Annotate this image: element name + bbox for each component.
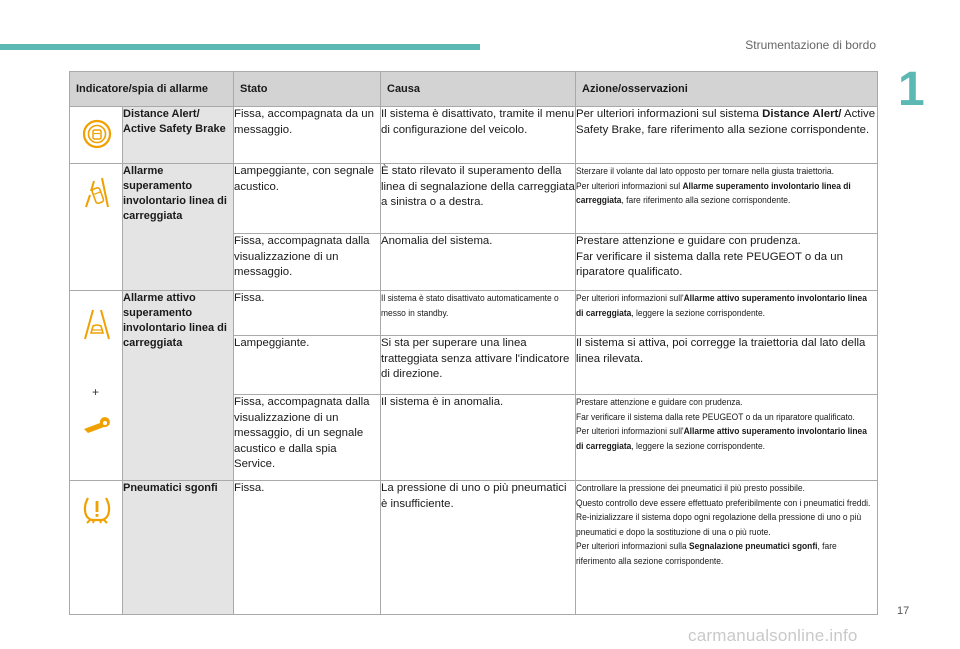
column-header-cause: Causa [381, 72, 576, 107]
distance-alert-icon [82, 119, 112, 149]
action-text: Sterzare il volante dal lato opposto per tornare nella giusta traiettoria. [576, 165, 834, 176]
page-number: 17 [897, 605, 910, 617]
cause-cell: Il sistema è in anomalia. [381, 395, 576, 481]
cause-cell: Si sta per superare una linea tratteggiata senza attivare l'indicatore di direzione. [381, 336, 576, 395]
action-cell: Il sistema si attiva, poi corregge la traiettoria dal lato della linea rilevata. [576, 336, 878, 395]
plus-sign: + [92, 385, 100, 399]
service-wrench-icon [82, 417, 112, 433]
column-header-state: Stato [234, 72, 381, 107]
indicator-label: Distance Alert/ Active Safety Brake [123, 107, 234, 164]
action-text: Per ulteriori informazioni sull' [576, 292, 684, 303]
state-cell: Fissa, accompagnata dalla visualizzazione di un messaggio, di un segnale acustico e dalla spia Service. [234, 395, 381, 481]
lane-keeping-assist-icon [82, 307, 112, 341]
action-text: , leggere la sezione corrispondente. [631, 439, 766, 451]
action-text: Re-inizializzare il sistema dopo ogni regolazione della pressione di uno o più pneumatici e dopo la sostituzione di una o più ruote. [576, 511, 862, 537]
state-cell: Lampeggiante. [234, 336, 381, 395]
action-cell [576, 164, 878, 234]
table-row [70, 481, 878, 615]
action-text: , fare riferimento alla sezione corrispondente. [576, 540, 837, 566]
cause-text: Il sistema è stato disattivato automaticamente o messo in standby. [381, 292, 559, 318]
header-accent-bar [0, 44, 480, 50]
action-text: Far verificare il sistema dalla rete PEUGEOT o da un riparatore qualificato. [576, 250, 843, 278]
indicator-label: Allarme attivo superamento involontario linea di carreggiata [123, 291, 234, 481]
table-row [70, 107, 878, 164]
action-cell [576, 481, 878, 615]
state-cell: Fissa. [234, 481, 381, 615]
action-text: Active Safety Brake, fare riferimento alla sezione corrispondente. [576, 108, 876, 136]
column-header-action: Azione/osservazioni [576, 72, 878, 107]
table-row [70, 291, 878, 336]
icon-cell [70, 107, 123, 164]
icon-cell [70, 164, 123, 291]
indicator-label: Pneumatici sgonfi [123, 481, 234, 615]
action-bold-text: Allarme superamento involontario linea di carreggiata [576, 179, 851, 206]
watermark: carmanualsonline.info [688, 626, 858, 645]
action-cell [576, 291, 878, 336]
action-text: Prestare attenzione e guidare con prudenza. [576, 396, 743, 407]
section-title: Strumentazione di bordo [745, 38, 876, 52]
cause-cell: Il sistema è disattivato, tramite il menu di configurazione del veicolo. [381, 107, 576, 164]
action-bold-text: Allarme attivo superamento involontario linea di carreggiata [576, 425, 867, 451]
tyre-pressure-icon [81, 493, 113, 525]
state-cell: Fissa, accompagnata da un messaggio. [234, 107, 381, 164]
action-bold-text: Distance Alert/ [762, 108, 842, 120]
action-text: Questo controllo deve essere effettuato preferibilmente con i pneumatici freddi. [576, 496, 871, 508]
state-cell: Fissa. [234, 291, 381, 336]
action-cell [576, 395, 878, 481]
action-text: , leggere la sezione corrispondente. [631, 306, 766, 318]
table-row [70, 164, 878, 234]
action-text: Per ulteriori informazioni sul [576, 179, 683, 191]
action-bold-text: Allarme attivo superamento involontario linea di carreggiata [576, 292, 867, 318]
action-text: Prestare attenzione e guidare con prudenza. [576, 235, 801, 247]
cause-cell: Anomalia del sistema. [381, 234, 576, 291]
action-text: , fare riferimento alla sezione corrispondente. [621, 194, 791, 206]
action-text: Controllare la pressione dei pneumatici il più presto possibile. [576, 482, 805, 493]
lane-departure-icon [82, 174, 112, 210]
action-text: Per ulteriori informazioni sull' [576, 425, 684, 437]
table-header-row [70, 72, 878, 107]
icon-cell [70, 291, 123, 481]
action-text: Far verificare il sistema dalla rete PEUGEOT o da un riparatore qualificato. [576, 410, 855, 422]
icon-cell [70, 481, 123, 615]
state-cell: Fissa, accompagnata dalla visualizzazione di un messaggio. [234, 234, 381, 291]
indicator-label: Allarme superamento involontario linea di carreggiata [123, 164, 234, 291]
action-text: Per ulteriori informazioni sul sistema [576, 108, 763, 120]
cause-cell: La pressione di uno o più pneumatici è insufficiente. [381, 481, 576, 615]
action-cell [576, 107, 878, 164]
column-header-indicator: Indicatore/spia di allarme [70, 72, 234, 107]
state-cell: Lampeggiante, con segnale acustico. [234, 164, 381, 234]
action-cell [576, 234, 878, 291]
action-bold-text: Segnalazione pneumatici sgonfi [689, 540, 818, 552]
cause-cell: È stato rilevato il superamento della linea di segnalazione della carreggiata a sinistra o a destra. [381, 164, 576, 234]
chapter-number: 1 [898, 63, 925, 116]
cause-cell [381, 291, 576, 336]
action-text: Per ulteriori informazioni sulla [576, 540, 690, 552]
warning-lights-table [69, 71, 878, 615]
